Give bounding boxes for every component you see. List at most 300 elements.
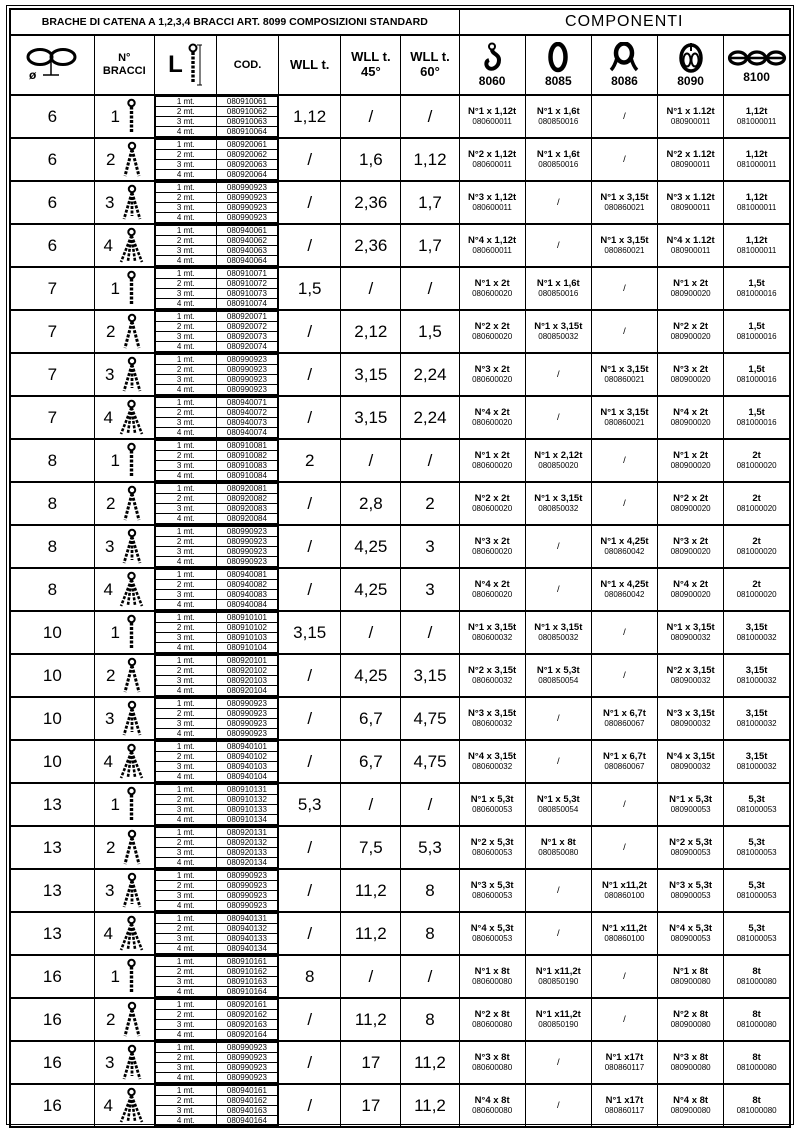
wll-60-cell: 11,2 <box>401 1084 459 1127</box>
component-qty: 2t <box>752 578 761 590</box>
component-8100-cell <box>724 740 790 783</box>
sling-3-legs-icon <box>120 528 144 566</box>
length-label: 2 mt. <box>155 838 216 848</box>
chain-diameter-cell <box>10 353 94 396</box>
length-label: 1 mt. <box>155 312 216 322</box>
component-qty: 5,3t <box>748 793 765 805</box>
wll-60-cell: 11,2 <box>401 1041 459 1084</box>
component-code: 080600053 <box>472 848 513 858</box>
component-qty: N°1 x 1,6t <box>536 148 580 160</box>
chain-sling-table <box>9 8 791 1128</box>
sling-4-legs-icon <box>118 571 145 609</box>
wll-60-cell: 3 <box>401 568 459 611</box>
component-8100-cell <box>724 1084 790 1127</box>
length-label: 3 mt. <box>155 418 216 428</box>
wll-45-cell: 17 <box>341 1084 401 1127</box>
chain-diameter-cell <box>10 525 94 568</box>
component-code: 080860067 <box>604 762 645 772</box>
component-8090-cell <box>658 1041 724 1084</box>
chain-diameter-value: 10 <box>42 708 62 728</box>
component-8086-cell: / <box>591 138 657 181</box>
length-label: 4 mt. <box>155 170 216 180</box>
component-qty: N°1 x 1,12t <box>468 105 517 117</box>
component-8085-cell <box>525 482 591 525</box>
length-label: 4 mt. <box>155 815 216 825</box>
article-code: 080920101 <box>216 656 277 666</box>
article-code: 080990923 <box>216 365 277 375</box>
table-frame <box>6 5 794 1125</box>
component-qty: N°1 x 3,15t <box>600 406 649 418</box>
length-label: 2 mt. <box>155 1053 216 1063</box>
component-qty: N°1 x11,2t <box>601 879 647 891</box>
component-8085-cell: / <box>525 224 591 267</box>
article-code: 080910062 <box>216 107 277 117</box>
length-code-subtable <box>155 698 278 739</box>
component-code: 080860042 <box>604 590 645 600</box>
length-label: 1 mt. <box>155 570 216 580</box>
length-label: 1 mt. <box>155 355 216 365</box>
sling-2-legs-icon <box>121 657 143 695</box>
length-label: 3 mt. <box>155 805 216 815</box>
article-code: 080990923 <box>216 213 277 223</box>
chain-diameter-cell <box>10 955 94 998</box>
length-label: 2 mt. <box>155 107 216 117</box>
sling-4-legs-icon <box>118 915 145 953</box>
article-code: 080990923 <box>216 891 277 901</box>
component-code: 081000080 <box>736 1106 777 1116</box>
wll-cell: / <box>279 224 341 267</box>
length-label: 4 mt. <box>155 1030 216 1040</box>
component-8086-cell: / <box>591 783 657 826</box>
component-code: 081000011 <box>736 160 777 170</box>
length-label: 2 mt. <box>155 537 216 547</box>
component-code: 080900032 <box>670 719 711 729</box>
component-qty: N°3 x 2t <box>673 535 709 547</box>
length-code-cell <box>154 138 278 181</box>
length-code-cell <box>154 611 278 654</box>
article-code: 080910072 <box>216 279 277 289</box>
length-label: 2 mt. <box>155 494 216 504</box>
component-8100-cell <box>724 654 790 697</box>
chain-diameter-value: 16 <box>42 1009 62 1029</box>
component-code: 080900011 <box>670 203 711 213</box>
length-code-cell <box>154 1084 278 1127</box>
wll-60-cell: 3,15 <box>401 654 459 697</box>
length-label: 1 mt. <box>155 97 216 107</box>
wll-60-cell: / <box>401 955 459 998</box>
component-8086-cell <box>591 1084 657 1127</box>
component-8085-cell <box>525 783 591 826</box>
component-qty: N°2 x 5,3t <box>470 836 514 848</box>
sling-3-legs-icon <box>120 184 144 222</box>
component-8060-cell <box>459 138 525 181</box>
legs-count-value: 1 <box>110 106 120 126</box>
wll-45-cell: 11,2 <box>341 998 401 1041</box>
chain-diameter-cell <box>10 224 94 267</box>
component-code: 080600053 <box>472 891 513 901</box>
length-label: 1 mt. <box>155 226 216 236</box>
component-code: 081000053 <box>736 805 777 815</box>
length-label: 4 mt. <box>155 643 216 653</box>
component-8060-cell <box>459 181 525 224</box>
length-code-cell <box>154 826 278 869</box>
article-code: 080990923 <box>216 193 277 203</box>
sling-2-legs-icon <box>121 829 143 867</box>
component-qty: N°3 x 2t <box>474 535 510 547</box>
component-qty: N°2 x 8t <box>673 1008 709 1020</box>
component-code: 080600080 <box>472 977 513 987</box>
wll-60-cell: 1,5 <box>401 310 459 353</box>
legs-count-value: 1 <box>110 622 120 642</box>
chain-diameter-value: 13 <box>42 837 62 857</box>
article-code: 080990923 <box>216 557 277 567</box>
component-code: 080850190 <box>538 977 579 987</box>
component-8060-cell <box>459 482 525 525</box>
length-label: 4 mt. <box>155 1116 216 1126</box>
length-code-cell <box>154 224 278 267</box>
length-label: 2 mt. <box>155 1010 216 1020</box>
component-8090-cell <box>658 998 724 1041</box>
legs-count-cell <box>94 310 154 353</box>
component-8086-cell <box>591 181 657 224</box>
component-8100-cell <box>724 482 790 525</box>
component-qty: 1,5t <box>748 320 765 332</box>
length-label: 2 mt. <box>155 881 216 891</box>
component-code: 080900020 <box>670 418 711 428</box>
article-code: 080940161 <box>216 1086 277 1096</box>
length-label: 4 mt. <box>155 858 216 868</box>
length-code-cell <box>154 998 278 1041</box>
article-code: 080920133 <box>216 848 277 858</box>
length-label: 2 mt. <box>155 150 216 160</box>
wll-60-cell: 5,3 <box>401 826 459 869</box>
legs-count-value: 1 <box>110 966 120 986</box>
legs-count-value: 4 <box>103 1095 113 1115</box>
length-label: 1 mt. <box>155 1000 216 1010</box>
wll-45-cell: / <box>341 439 401 482</box>
length-label: 1 mt. <box>155 269 216 279</box>
sling-4-legs-icon <box>118 399 145 437</box>
article-code: 080940062 <box>216 236 277 246</box>
length-code-subtable <box>155 354 278 395</box>
component-code: 080850080 <box>538 848 579 858</box>
article-code: 080990923 <box>216 709 277 719</box>
table-row <box>10 611 790 654</box>
component-8100-cell <box>724 611 790 654</box>
legs-count-cell <box>94 482 154 525</box>
component-code: 080900032 <box>670 762 711 772</box>
component-code: 081000020 <box>736 504 777 514</box>
length-label: 2 mt. <box>155 623 216 633</box>
component-8085-cell <box>525 654 591 697</box>
legs-count-cell <box>94 568 154 611</box>
table-row <box>10 998 790 1041</box>
length-code-subtable <box>155 913 278 954</box>
length-label: 3 mt. <box>155 547 216 557</box>
col-header-8090: 8090 <box>658 35 724 95</box>
legs-count-cell <box>94 826 154 869</box>
wll-cell: / <box>279 1041 341 1084</box>
component-8100-cell <box>724 783 790 826</box>
component-8086-cell: / <box>591 439 657 482</box>
component-code: 081000080 <box>736 1020 777 1030</box>
length-label: 1 mt. <box>155 183 216 193</box>
component-code: 081000032 <box>736 633 777 643</box>
wll-cell: / <box>279 396 341 439</box>
wll-45-cell: 2,8 <box>341 482 401 525</box>
wll-cell: / <box>279 353 341 396</box>
component-code: 080860117 <box>604 1106 645 1116</box>
component-qty: 5,3t <box>748 836 765 848</box>
length-label: 1 mt. <box>155 441 216 451</box>
length-code-cell <box>154 654 278 697</box>
component-8100-cell <box>724 138 790 181</box>
length-label: 1 mt. <box>155 828 216 838</box>
legs-count-value: 3 <box>105 880 115 900</box>
legs-count-cell <box>94 396 154 439</box>
hook-icon <box>480 42 504 74</box>
component-code: 080900053 <box>670 891 711 901</box>
component-qty: N°2 x 3,15t <box>468 664 517 676</box>
article-code: 080920161 <box>216 1000 277 1010</box>
table-row <box>10 181 790 224</box>
length-code-subtable <box>155 569 278 610</box>
chain-diameter-value: 7 <box>47 364 58 384</box>
component-qty: N°1 x 8t <box>540 836 576 848</box>
wll-45-cell: 1,6 <box>341 138 401 181</box>
chain-diameter-cell <box>10 396 94 439</box>
component-qty: 8t <box>752 965 761 977</box>
component-8086-cell: / <box>591 267 657 310</box>
article-code: 080990923 <box>216 1053 277 1063</box>
col-header-cod: COD. <box>216 35 278 95</box>
table-row <box>10 654 790 697</box>
chain-diameter-value: 10 <box>42 751 62 771</box>
col-header-wll60: WLL t. 60° <box>401 35 459 95</box>
length-code-subtable <box>155 182 278 223</box>
article-code: 080910082 <box>216 451 277 461</box>
article-code: 080920072 <box>216 322 277 332</box>
length-label: 3 mt. <box>155 891 216 901</box>
component-code: 080860021 <box>604 375 645 385</box>
component-code: 080600080 <box>472 1106 513 1116</box>
wll-45-cell: 11,2 <box>341 912 401 955</box>
length-code-subtable <box>155 1042 278 1083</box>
article-code: 080920104 <box>216 686 277 696</box>
length-label: 4 mt. <box>155 557 216 567</box>
component-qty: N°1 x 1.12t <box>666 105 715 117</box>
component-code: 080850020 <box>538 461 579 471</box>
length-code-subtable <box>155 526 278 567</box>
component-qty: N°3 x 3,15t <box>666 707 715 719</box>
chain-diameter-cell <box>10 181 94 224</box>
sling-2-legs-icon <box>121 485 143 523</box>
component-8060-cell <box>459 869 525 912</box>
component-code: 081000016 <box>736 332 777 342</box>
legs-count-cell <box>94 783 154 826</box>
component-code: 080900032 <box>670 676 711 686</box>
article-code: 080920063 <box>216 160 277 170</box>
component-8090-cell <box>658 783 724 826</box>
col-header-8060: 8060 <box>459 35 525 95</box>
article-code: 080910133 <box>216 805 277 815</box>
length-label: 1 mt. <box>155 484 216 494</box>
legs-count-cell <box>94 439 154 482</box>
length-label: 3 mt. <box>155 762 216 772</box>
component-qty: N°3 x 2t <box>673 363 709 375</box>
article-code: 080990923 <box>216 1063 277 1073</box>
wll-60-cell: 1,7 <box>401 181 459 224</box>
article-code: 080990923 <box>216 385 277 395</box>
component-code: 080850016 <box>538 289 579 299</box>
component-qty: N°4 x 5,3t <box>470 922 514 934</box>
component-8090-cell <box>658 267 724 310</box>
length-label: 3 mt. <box>155 289 216 299</box>
component-8060-cell <box>459 396 525 439</box>
component-qty: N°1 x 3,15t <box>666 621 715 633</box>
article-code: 080940102 <box>216 752 277 762</box>
component-qty: N°4 x 8t <box>474 1094 510 1106</box>
legs-count-value: 4 <box>103 407 113 427</box>
component-qty: 1,5t <box>748 363 765 375</box>
component-qty: 8t <box>752 1094 761 1106</box>
sling-1-leg-icon <box>125 614 138 652</box>
length-label: 3 mt. <box>155 375 216 385</box>
component-code: 080600080 <box>472 1063 513 1073</box>
component-qty: 8t <box>752 1008 761 1020</box>
component-8100-cell <box>724 998 790 1041</box>
length-label: 1 mt. <box>155 871 216 881</box>
sling-1-leg-icon <box>125 98 138 136</box>
component-qty: N°2 x 3,15t <box>666 664 715 676</box>
article-code: 080940061 <box>216 226 277 236</box>
component-code: 080600011 <box>472 117 512 127</box>
component-8060-cell <box>459 955 525 998</box>
component-code: 080600020 <box>472 289 513 299</box>
component-qty: N°3 x 8t <box>474 1051 510 1063</box>
length-code-cell <box>154 869 278 912</box>
article-code: 080990923 <box>216 527 277 537</box>
legs-count-value: 2 <box>106 493 116 513</box>
component-code: 080900011 <box>670 117 711 127</box>
component-qty: N°1 x 3,15t <box>534 492 583 504</box>
chain-diameter-cell <box>10 740 94 783</box>
chain-diameter-cell <box>10 1084 94 1127</box>
wll-cell: 1,5 <box>279 267 341 310</box>
article-code: 080990923 <box>216 729 277 739</box>
component-code: 081000080 <box>736 977 777 987</box>
component-8090-cell <box>658 697 724 740</box>
component-qty: 3,15t <box>745 621 768 633</box>
article-code: 080910101 <box>216 613 277 623</box>
component-8100-cell <box>724 912 790 955</box>
chain-diameter-value: 10 <box>42 665 62 685</box>
component-qty: 5,3t <box>748 879 765 891</box>
length-code-cell <box>154 783 278 826</box>
wll-60-cell: / <box>401 267 459 310</box>
chain-diameter-cell <box>10 1041 94 1084</box>
length-code-cell <box>154 740 278 783</box>
length-label: 4 mt. <box>155 256 216 266</box>
chain-diameter-value: 7 <box>47 407 58 427</box>
component-8086-cell <box>591 697 657 740</box>
article-code: 080920082 <box>216 494 277 504</box>
article-code: 080920081 <box>216 484 277 494</box>
component-8100-cell <box>724 697 790 740</box>
component-8060-cell <box>459 740 525 783</box>
col-header-wll: WLL t. <box>279 35 341 95</box>
component-8090-cell <box>658 353 724 396</box>
article-code: 080920102 <box>216 666 277 676</box>
length-label: 3 mt. <box>155 934 216 944</box>
length-label: 4 mt. <box>155 471 216 481</box>
length-label: 2 mt. <box>155 1096 216 1106</box>
wll-cell: / <box>279 482 341 525</box>
chain-diameter-cell <box>10 869 94 912</box>
length-label: 4 mt. <box>155 729 216 739</box>
length-label: 2 mt. <box>155 408 216 418</box>
component-code: 080860021 <box>604 246 645 256</box>
chain-diameter-cell <box>10 310 94 353</box>
chain-diameter-value: 8 <box>47 450 58 470</box>
length-label: 3 mt. <box>155 246 216 256</box>
table-row <box>10 439 790 482</box>
component-qty: N°2 x 1,12t <box>468 148 517 160</box>
length-label: 3 mt. <box>155 719 216 729</box>
article-code: 080990923 <box>216 901 277 911</box>
length-label: 3 mt. <box>155 332 216 342</box>
component-8100-cell <box>724 525 790 568</box>
component-qty: 3,15t <box>745 664 768 676</box>
wll-60-cell: 8 <box>401 869 459 912</box>
length-code-cell <box>154 95 278 138</box>
legs-count-cell <box>94 525 154 568</box>
component-qty: 5,3t <box>748 922 765 934</box>
wll-45-cell: 11,2 <box>341 869 401 912</box>
wll-cell: / <box>279 525 341 568</box>
component-code: 080850032 <box>538 633 579 643</box>
component-qty: N°1 x 5,3t <box>669 793 713 805</box>
wll-60-cell: 4,75 <box>401 740 459 783</box>
component-qty: 8t <box>752 1051 761 1063</box>
component-8060-cell <box>459 826 525 869</box>
article-code: 080920074 <box>216 342 277 352</box>
article-code: 080920073 <box>216 332 277 342</box>
length-label: 4 mt. <box>155 428 216 438</box>
col-header-length: L <box>154 35 216 95</box>
wll-60-cell: 3 <box>401 525 459 568</box>
component-8086-cell: / <box>591 482 657 525</box>
table-row <box>10 396 790 439</box>
wll-45-cell: 4,25 <box>341 568 401 611</box>
component-8100-cell <box>724 568 790 611</box>
article-code: 080940162 <box>216 1096 277 1106</box>
wll-60-cell: 2,24 <box>401 353 459 396</box>
table-row <box>10 740 790 783</box>
article-code: 080920131 <box>216 828 277 838</box>
chain-diameter-cell <box>10 267 94 310</box>
sling-4-legs-icon <box>118 1087 145 1125</box>
component-8086-cell <box>591 525 657 568</box>
component-code: 081000080 <box>736 1063 777 1073</box>
chain-diameter-value: 16 <box>42 1052 62 1072</box>
chain-diameter-cell <box>10 611 94 654</box>
component-8086-cell <box>591 740 657 783</box>
component-qty: N°1 x 5,3t <box>536 664 580 676</box>
length-code-subtable <box>155 225 278 266</box>
article-code: 080910102 <box>216 623 277 633</box>
component-8060-cell <box>459 611 525 654</box>
